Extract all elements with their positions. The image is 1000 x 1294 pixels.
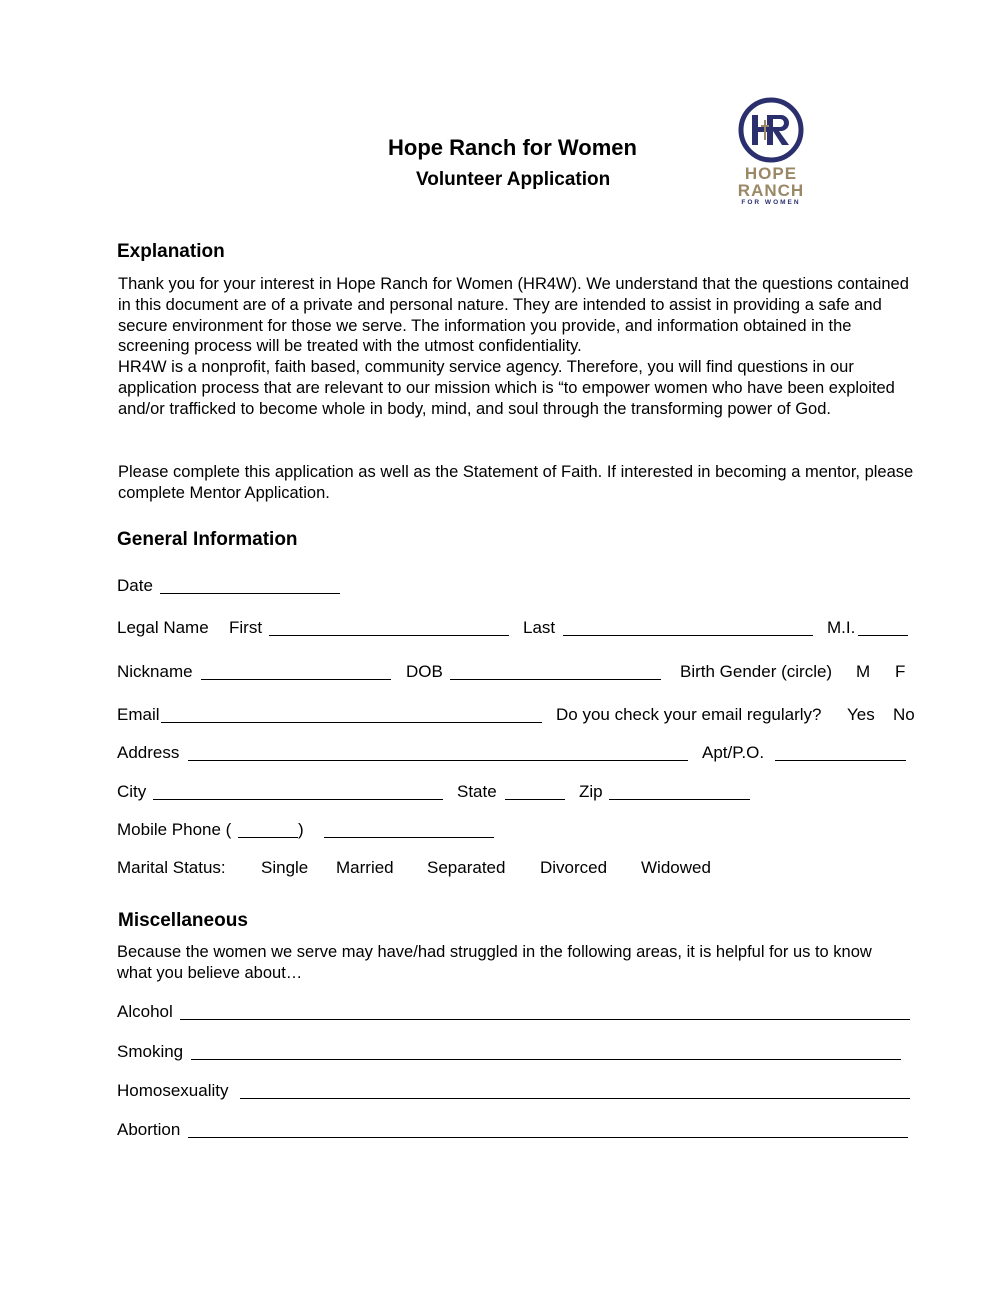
homosexuality-label: Homosexuality bbox=[117, 1081, 229, 1100]
marital-option-married[interactable]: Married bbox=[336, 858, 394, 877]
section-heading-miscellaneous: Miscellaneous bbox=[118, 910, 248, 931]
nickname-label: Nickname bbox=[117, 662, 193, 681]
birth-gender-label: Birth Gender (circle) bbox=[680, 662, 833, 681]
middle-initial-label: M.I. bbox=[827, 618, 856, 637]
dob-label: DOB bbox=[406, 662, 443, 681]
mobile-phone-field[interactable] bbox=[324, 837, 494, 838]
explanation-paragraph-2: HR4W is a nonprofit, faith based, community service agency. Therefore, you will find questions in our application process that are relevant to our mission which is “to empower women who have been exploited and/or trafficked to become whole in body, mind, and soul through the transforming power of God. bbox=[118, 358, 895, 418]
first-name-label: First bbox=[229, 618, 263, 637]
zip-field[interactable] bbox=[609, 799, 750, 800]
address-field[interactable] bbox=[188, 760, 688, 761]
first-name-field[interactable] bbox=[269, 635, 509, 636]
section-heading-general: General Information bbox=[117, 529, 298, 550]
section-heading-explanation: Explanation bbox=[117, 241, 225, 262]
zip-label: Zip bbox=[579, 782, 603, 801]
miscellaneous-intro: Because the women we serve may have/had struggled in the following areas, it is helpful for us to know what you believe about… bbox=[117, 943, 872, 982]
marital-option-single[interactable]: Single bbox=[261, 858, 309, 877]
marital-option-separated[interactable]: Separated bbox=[427, 858, 506, 877]
legal-name-label: Legal Name bbox=[117, 618, 209, 637]
dob-field[interactable] bbox=[450, 679, 661, 680]
state-label: State bbox=[457, 782, 497, 801]
logo-tagline: FOR WOMEN bbox=[741, 199, 801, 206]
mobile-phone-close-paren: ) bbox=[298, 820, 304, 839]
marital-option-divorced[interactable]: Divorced bbox=[540, 858, 608, 877]
city-field[interactable] bbox=[153, 799, 443, 800]
smoking-label: Smoking bbox=[117, 1042, 184, 1061]
logo-word-hope: HOPE bbox=[744, 164, 798, 183]
state-field[interactable] bbox=[505, 799, 565, 800]
alcohol-label: Alcohol bbox=[117, 1002, 173, 1021]
gender-option-f[interactable]: F bbox=[895, 662, 906, 681]
email-field[interactable] bbox=[161, 722, 542, 723]
hr-monogram-icon bbox=[720, 96, 820, 168]
email-option-no[interactable]: No bbox=[893, 705, 915, 724]
last-name-label: Last bbox=[523, 618, 556, 637]
city-label: City bbox=[117, 782, 147, 801]
explanation-paragraph-1: Thank you for your interest in Hope Ranch for Women (HR4W). We understand that the questions contained in this document are of a private and personal nature. They are intended to assist in providing a safe and secure environment for those we serve. The information you provide, and information obtained in the screening process will be treated with the utmost confidentiality. bbox=[118, 275, 909, 356]
homosexuality-field[interactable] bbox=[240, 1098, 910, 1099]
alcohol-field[interactable] bbox=[180, 1019, 910, 1020]
middle-initial-field[interactable] bbox=[858, 635, 908, 636]
apt-field[interactable] bbox=[775, 760, 906, 761]
email-label: Email bbox=[117, 705, 160, 724]
mobile-phone-label: Mobile Phone ( bbox=[117, 820, 232, 839]
date-field[interactable] bbox=[160, 593, 340, 594]
organization-logo bbox=[720, 96, 820, 211]
area-code-field[interactable] bbox=[238, 837, 298, 838]
nickname-field[interactable] bbox=[201, 679, 391, 680]
abortion-label: Abortion bbox=[117, 1120, 181, 1139]
email-option-yes[interactable]: Yes bbox=[847, 705, 875, 724]
logo-word-ranch: RANCH bbox=[737, 181, 805, 200]
smoking-field[interactable] bbox=[191, 1059, 901, 1060]
abortion-field[interactable] bbox=[188, 1137, 908, 1138]
apt-label: Apt/P.O. bbox=[702, 743, 765, 762]
marital-status-label: Marital Status: bbox=[117, 858, 226, 877]
gender-option-m[interactable]: M bbox=[856, 662, 871, 681]
explanation-paragraph-3: Please complete this application as well as the Statement of Faith. If interested in becoming a mentor, please complete Mentor Application. bbox=[118, 463, 914, 502]
page-subtitle: Volunteer Application bbox=[416, 169, 611, 190]
last-name-field[interactable] bbox=[563, 635, 813, 636]
date-label: Date bbox=[117, 576, 153, 595]
email-question-label: Do you check your email regularly? bbox=[556, 705, 822, 724]
page-title: Hope Ranch for Women bbox=[388, 135, 637, 160]
address-label: Address bbox=[117, 743, 180, 762]
marital-option-widowed[interactable]: Widowed bbox=[641, 858, 711, 877]
